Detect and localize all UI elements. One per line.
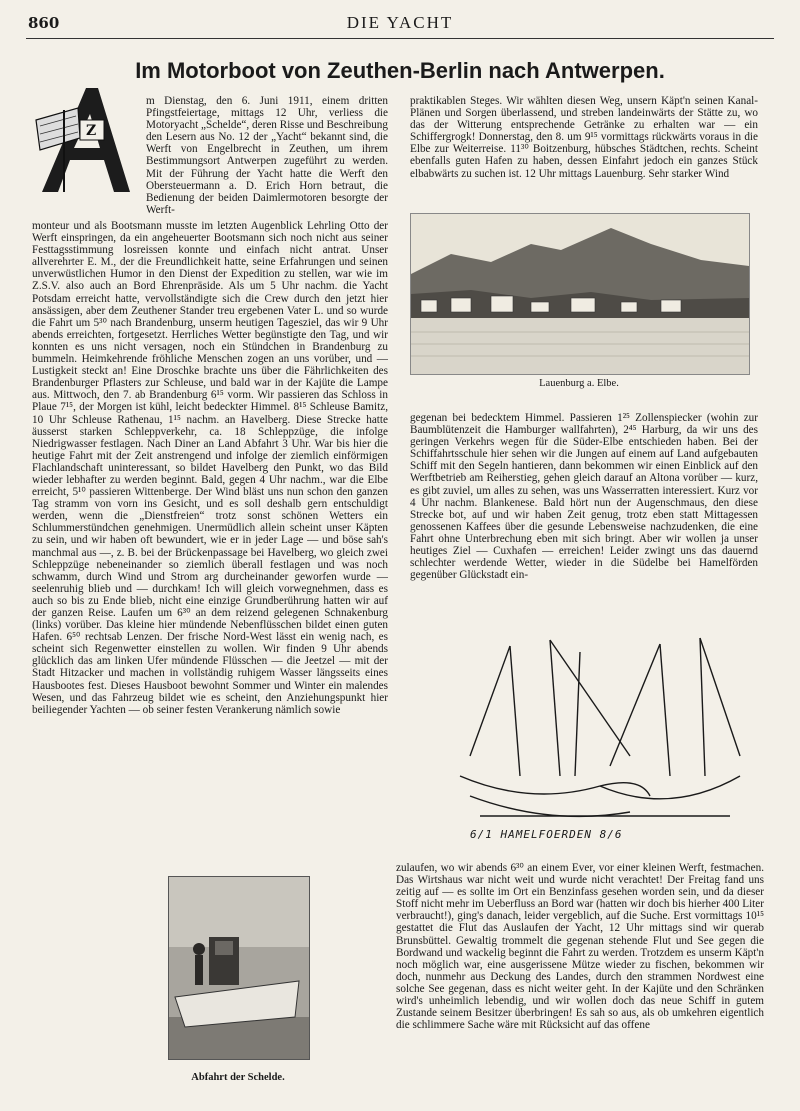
page-number: 860 [28, 14, 60, 32]
running-head: DIE YACHT [346, 13, 454, 32]
sketch-signature: 6/1 HAMELFOERDEN 8/6 [470, 828, 623, 841]
header-rule [26, 38, 774, 39]
lauenburg-illustration [410, 213, 750, 375]
left-column-text: monteur und als Bootsmann musste im letzten Augenblick Lehrling Otto der Werft einspringen, da ein angeheuerter Bootsmann sich noch nicht aus seiner Festtagsstimmung losreissen konnte und einfach nicht antrat. Unser allverehrter E. M., der die Freundlichkeit hatte, seine Erfahrungen und seinen unverwüstlichen Humor in den Dienst der Expedition zu stellen, war wie im Z.S.V. also auch an Bord Ehrenpräside. Als um 5 Uhr nachm. die Yacht Potsdam erreicht hatte, vervollständigte sich die Crew durch den jetzt hier ansässigen, aber dem Zeuthener Stander treu ergebenen Vater L. und so wurde die Fahrt um 5³⁰ nach Brandenburg, unserm heutigen Tagesziel, das wir 9 Uhr abends erreichten, fortgesetzt. Herrliches Wetter begünstigte den Tag, und wir konnten es uns nicht versagen, noch ein Stündchen in Brandenburg zu bummeln. Heimkehrende fröhliche Menschen zogen an uns vorüber, und — Lustigkeit steckt an! Eine Droschke brachte uns über die Fährlichkeiten des Brandenburger Pflasters zur Schleuse, und bald war in der Kajüte die Lampe aus. Mittwoch, den 7. ab Brandenburg 6¹⁵ vorm. Wir passieren das Schloss in Plaue 7¹⁵, der Morgen ist kühl, leicht bedeckter Himmel. 8¹⁵ Schleuse Bamitz, 10 Uhr Schleuse Rathenau, 1¹⁵ nachm. an Havelberg. Diese Strecke hatte äusserst starken Schleppverkehr, ca. 18 Schleppzüge, die infolge Niedrigwasser festlagen. Nach Diner an Land Abfahrt 3 Uhr. War bis hier die heutige Fahrt mit der Zeit anstrengend und infolge der ziemlich einförmigen Flachlandschaft uninteressant, so bildet Havelberg den Punkt, wo das Bild wieder lebhafter zu werden beginnt. Bald, gegen 4 Uhr nachm., war die Elbe erreicht, 5¹⁰ passieren Wittenberge. Der Wind bläst uns nun schon den ganzen Tag stramm von vorn ins Gesicht, und es soll deshalb gern entschuldigt werden, wenn die „Dienstfreien“ trotz sonst schönen Wetters ein Schlummerstündchen genehmigen. Unermüdlich allein scheint unser Käpten zu sein, und wir haben oft bewundert, wie er in jeder Lage — und böse sah's manchmal aus —, z. B. bei der Brückenpassage bei Havelberg, wo gleich zwei Schleppzüge nebeneinander so ziemlich überall festlagen und was noch schwamm, durch Wind und Strom arg durcheinander geworfen wurde — seelenruhig blieb und — durchkam! Ich will gleich vorwegnehmen, dass es auch so bis zu Ende blieb, nicht eine einzige Grundberührung hatten wir auf der ganzen Reise. Laufen um 6³⁰ an dem reizend gelegenen Schnakenburg (links) vorüber. Das kleine hier mündende Nebenflüsschen bildet einen guten Hafen. 6⁵⁰ rechtsab Lenzen. Der frische Nord-West lässt ein wenig nach, es scheint sich Regenwetter einstellen zu wollen. Wir finden 9 Uhr abends glücklich das am linken Ufer mündende Flüsschen — die Jeetzel — mit der Stadt Hitzacker und machen in vollständig ruhigem Wasser längsseits eines Hausbootes fest. Dieses Hausboot bewohnt Sommer und Winter ein malendes Wesen, und das Fahrzeug bildet wie es scheint, den Anziehungspunkt hier beiliegender Yachten — ob seiner festen Verankerung nämlich sowie [32, 220, 388, 716]
departure-photo [168, 876, 310, 1060]
decorative-initial-a [34, 80, 134, 200]
lauenburg-caption: Lauenburg a. Elbe. [539, 378, 619, 389]
departure-photo-caption: Abfahrt der Schelde. [191, 1072, 285, 1083]
intro-paragraph: m Dienstag, den 6. Juni 1911, einem dritten Pfingstfeiertage, mittags 12 Uhr, verliess die Motoryacht „Schelde“, deren Risse und Beschreibung den Lesern aus No. 12 der „Yacht“ bekannt sind, die Werft von Engelbrecht in Zeuthen, um ihrem Bestimmungsort Antwerpen zugeführt zu werden. Mit der Führung der Yacht hatte die Werft den Obersteuermann a. D. Erich Horn betraut, die Bedienung der beiden Daimlermotoren besorgte der Werft- [146, 95, 388, 216]
right-column-text-top: praktikablen Steges. Wir wählten diesen Weg, unsern Käpt'n seinen Kanal-Plänen und Sorgen überlassend, und streben landeinwärts der Stätte zu, wo das der Witterung entsprechende Getränke zu erhalten war — ein Schiffergrogk! Donnerstag, den 8. um 9¹⁵ vormittags rückwärts voraus in die Elbe zur Weiterreise. 11³⁰ Boitzenburg, hübsches Städtchen, rechts. Scheint ebenfalls guten Hafen zu haben, dessen Einfahrt jedoch ein ganzes Stück elbabwärts zu suchen ist. 12 Uhr mittags Lauenburg. Sehr starker Wind [410, 95, 758, 180]
right-column-text-bottom: zulaufen, wo wir abends 6³⁰ an einem Ever, vor einer kleinen Werft, festmachen. Das Wirtshaus war nicht weit und wurde nicht verachtet! Der Freitag fand uns zeitig auf — es sollte im Ort ein Benzinfass gesehen worden sein, und da dieser Stoff nicht mehr im Ueberfluss an Bord war (hatten wir doch bis hierher 400 Liter verbraucht!), ging's danach, leider vergeblich, auf die Suche. Erst vormittags 10¹⁵ gestattet die Flut das Auslaufen der Yacht, 12 Uhr mittags sind wir querab Brunsbüttel. Gewaltig trommelt die gegenan stehende Flut und See gegen die Bordwand und wackelig beginnt die Fahrt zu werden. Trotzdem es unserm Käpt'n noch möglich war, eine ausgerissene Mütze wieder zu fischen, bekommen wir doch, nunmehr aus Deckung des Landes, durch den strammen Nordwest eine solche See gegenan, dass es nicht weiter geht. In der Kajüte und den Schränken wird's unheimlich lebendig, und wir wollen doch das neue Schiff in gutem Zustande seinem Besitzer überbringen! Es sah so aus, als ob umkehren eigentlich die schlimmere Sache wäre mit Rücksicht auf das offene [396, 862, 764, 1032]
svg-text:Z: Z [86, 123, 97, 139]
hamelfoerden-sketch [450, 636, 750, 850]
right-column-text-middle: gegenan bei bedecktem Himmel. Passieren 1²⁵ Zollenspiecker (wohin zur Baumblütenzeit die Hamburger wallfahrten), 2⁴⁵ Harburg, da wir uns des geringen Verkehrs wegen für die Süder-Elbe entschieden haben. Bei der Schiffahrtsschule hier sehen wir die Jungen auf einem auf Land aufgebauten Schiff mit den Segeln hantieren, dann bekommen wir einen Einblick auf den Werftbetrieb am Reiherstieg, gehen gleich darauf an Altona vorüber — kurz, es gibt zuviel, um alles zu sehen, was uns Wasserratten interessiert. Kurz vor 4 Uhr nachm. Blankenese. Bald hört nun der Augenschmaus, den diese Strecke bot, auf und wir haben Zeit genug, trotz eben statt Mittagessen genossenen Kaffees über die gesunde Lebensweise nachzudenken, die eine Fahrt ohne Unterbrechung eben mit sich bringt. Aber wir wollen ja unser heutiges Ziel — Cuxhafen — erreichen! Leider zwingt uns das dauernd schlechter werdende Wetter, wieder in die Südelbe bei Hamelförden gegenüber Glückstadt ein- [410, 412, 758, 582]
article-title: Im Motorboot von Zeuthen-Berlin nach Antwerpen. [135, 58, 665, 83]
